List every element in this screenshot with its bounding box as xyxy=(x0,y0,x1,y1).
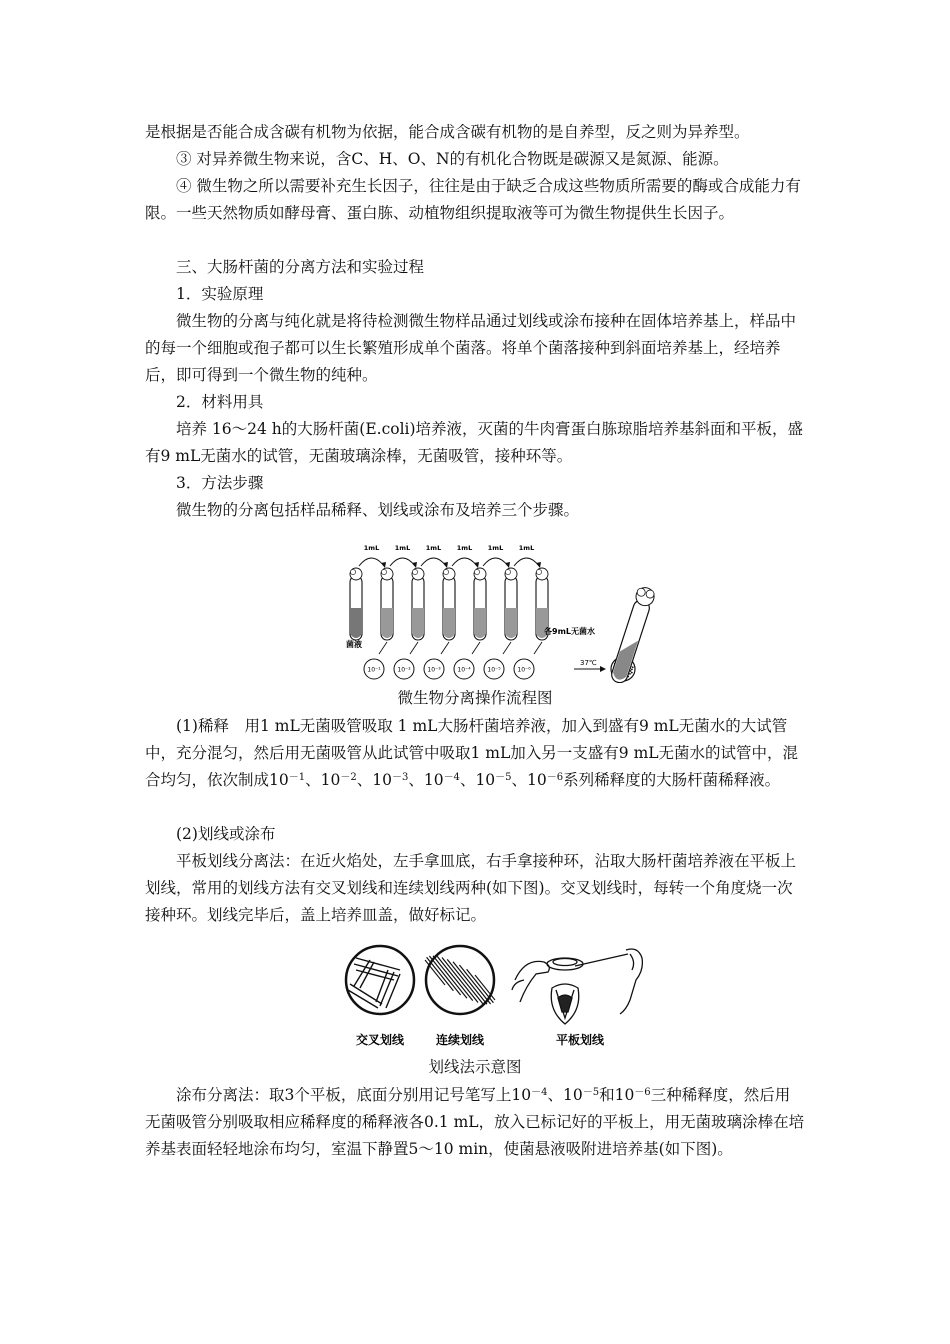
cotton-plug-puff xyxy=(412,569,417,574)
text: 涂布分离法：取3个平板，底面分别用记号笔写上10 xyxy=(176,1086,532,1104)
tube-liquid xyxy=(350,608,362,638)
transfer-arrow-head xyxy=(381,562,386,568)
paragraph: 微生物的分离与纯化就是将待检测微生物样品通过划线或涂布接种在固体培养基上，样品中的每一个细胞或孢子都可以生长繁殖形成单个菌落。将单个菌落接种到斜面培养基上，经培养后，即可得到一个微生物的纯种。 xyxy=(145,312,797,384)
hands-streaking-illustration xyxy=(512,949,642,1024)
tube-liquid xyxy=(474,608,486,638)
figure-caption: 微生物分离操作流程图 xyxy=(397,689,553,707)
text: 、10 xyxy=(459,771,496,789)
tube-liquid xyxy=(412,608,424,638)
cross-streak-plate xyxy=(346,946,414,1014)
transfer-volume-label: 1mL xyxy=(518,544,535,552)
transfer-arrow-head xyxy=(505,562,510,568)
text: 三种稀释度，然后用无菌吸管分别吸取相应稀释度的稀释液各0.1 mL，放入已标记好的平板上，用无菌玻璃涂棒在培养基表面轻轻地涂布均匀，室温下静置5～10 min，使菌悬液吸附进培养基(如下图)。 xyxy=(145,1086,805,1158)
text: 、10 xyxy=(356,771,392,789)
paragraph: 是根据是否能合成含碳有机物为依据，能合成含碳有机物的是自养型，反之则为异养型。 xyxy=(145,123,750,141)
broth-label: 菌液 xyxy=(346,640,362,649)
subsection-heading: 1．实验原理 xyxy=(176,285,264,303)
exponent: －1 xyxy=(288,772,306,783)
section-heading: 三、大肠杆菌的分离方法和实验过程 xyxy=(176,258,425,276)
cotton-plug-puff xyxy=(536,569,541,574)
exponent: －5 xyxy=(495,772,512,783)
tube-to-plate-arrow xyxy=(379,642,387,654)
exponent: －2 xyxy=(340,772,357,783)
cotton-plug-puff xyxy=(474,569,479,574)
text: 系列稀释度的大肠杆菌稀释液。 xyxy=(563,771,781,789)
paragraph xyxy=(145,713,805,794)
transfer-arrow-head xyxy=(536,562,541,568)
colony-dot xyxy=(629,673,631,675)
text: 、10 xyxy=(511,771,547,789)
tube-liquid xyxy=(505,608,517,638)
streak-figure xyxy=(330,940,660,1048)
paragraph: 微生物的分离包括样品稀释、划线或涂布及培养三个步骤。 xyxy=(176,501,580,519)
transfer-volume-label: 1mL xyxy=(363,544,380,552)
cotton-plug-puff xyxy=(350,569,355,574)
figure-caption: 划线法示意图 xyxy=(428,1058,522,1076)
dilution-plate-label: 10⁻² xyxy=(397,666,411,674)
paragraph: 培养 16～24 h的大肠杆菌(E.coli)培养液，灭菌的牛肉膏蛋白胨琼脂培养基斜面和平板，盛有9 mL无菌水的试管，无菌玻璃涂棒，无菌吸管，接种环等。 xyxy=(145,420,804,465)
paragraph xyxy=(145,1082,805,1163)
tube-to-plate-arrow xyxy=(472,642,480,654)
streak-diagram xyxy=(330,940,660,1048)
exponent: －4 xyxy=(531,1087,548,1098)
paragraph: 平板划线分离法：在近火焰处，左手拿皿底，右手拿接种环，沾取大肠杆菌培养液在平板上划线，常用的划线方法有交叉划线和连续划线两种(如下图)。交叉划线时，每转一个角度烧一次接种环。划线完毕后，盖上培养皿盖，做好标记。 xyxy=(145,852,797,924)
transfer-arc xyxy=(483,558,508,566)
text: 、10 xyxy=(305,771,341,789)
tube-to-plate-arrow xyxy=(534,642,542,654)
tube-liquid xyxy=(443,608,455,638)
transfer-arc xyxy=(514,558,539,566)
tube-to-plate-arrow xyxy=(503,642,511,654)
continuous-streak-label: 连续划线 xyxy=(435,1033,485,1047)
dilution-plate-label: 10⁻⁶ xyxy=(517,666,531,674)
paragraph: ④ 微生物之所以需要补充生长因子，往往是由于缺乏合成这些物质所需要的酶或合成能力有限。一些天然物质如酵母膏、蛋白胨、动植物组织提取液等可为微生物提供生长因子。 xyxy=(145,177,801,222)
dilution-flow-figure xyxy=(338,538,668,683)
transfer-arc xyxy=(390,558,415,566)
transfer-arc xyxy=(421,558,446,566)
transfer-volume-label: 1mL xyxy=(394,544,411,552)
tube-to-plate-arrow xyxy=(410,642,418,654)
exponent: －5 xyxy=(582,1087,600,1098)
cotton-plug-puff xyxy=(443,569,448,574)
colony-dot xyxy=(631,672,633,674)
transfer-arrow-head xyxy=(412,562,417,568)
temperature-label: 37℃ xyxy=(580,659,597,667)
arrow-head xyxy=(600,666,606,672)
transfer-volume-label: 1mL xyxy=(487,544,504,552)
transfer-volume-label: 1mL xyxy=(456,544,473,552)
tube-liquid xyxy=(381,608,393,638)
transfer-volume-label: 1mL xyxy=(425,544,442,552)
transfer-arc xyxy=(359,558,384,566)
cross-streak-label: 交叉划线 xyxy=(355,1033,405,1047)
text: 、10 xyxy=(408,771,444,789)
text: 和10 xyxy=(599,1086,635,1104)
paragraph: ③ 对异养微生物来说，含C、H、O、N的有机化合物既是碳源又是氮源、能源。 xyxy=(176,150,729,168)
subsection-heading: 2．材料用具 xyxy=(176,393,264,411)
exponent: －6 xyxy=(634,1087,651,1098)
transfer-arc xyxy=(452,558,477,566)
exponent: －6 xyxy=(546,772,564,783)
transfer-arrow-head xyxy=(474,562,479,568)
transfer-arrow-head xyxy=(443,562,448,568)
cotton-plug-puff xyxy=(505,569,510,574)
dilution-plate-label: 10⁻³ xyxy=(427,666,441,674)
dilution-flow-diagram xyxy=(338,538,668,683)
subsection-heading: (2)划线或涂布 xyxy=(176,825,276,843)
plate-streak-label: 平板划线 xyxy=(555,1033,605,1047)
water-label: 各9mL无菌水 xyxy=(544,627,595,636)
colony-dot xyxy=(631,668,633,670)
tube-to-plate-arrow xyxy=(441,642,449,654)
dilution-plate-label: 10⁻⁵ xyxy=(487,666,501,674)
text: 、10 xyxy=(547,1086,583,1104)
exponent: －3 xyxy=(391,772,409,783)
dilution-plate-label: 10⁻¹ xyxy=(367,666,381,674)
cotton-plug-puff xyxy=(381,569,386,574)
dilution-plate-label: 10⁻⁴ xyxy=(457,666,471,674)
colony-dot xyxy=(632,666,634,668)
subsection-heading: 3．方法步骤 xyxy=(176,474,264,492)
text: (1)稀释 用1 mL无菌吸管吸取 1 mL大肠杆菌培养液，加入到盛有9 mL无菌水的大试管中，充分混匀，然后用无菌吸管从此试管中吸取1 mL加入另一支盛有9 mL无菌水的试管中，混合均匀，依次制成10 xyxy=(145,717,799,789)
exponent: －4 xyxy=(443,772,460,783)
